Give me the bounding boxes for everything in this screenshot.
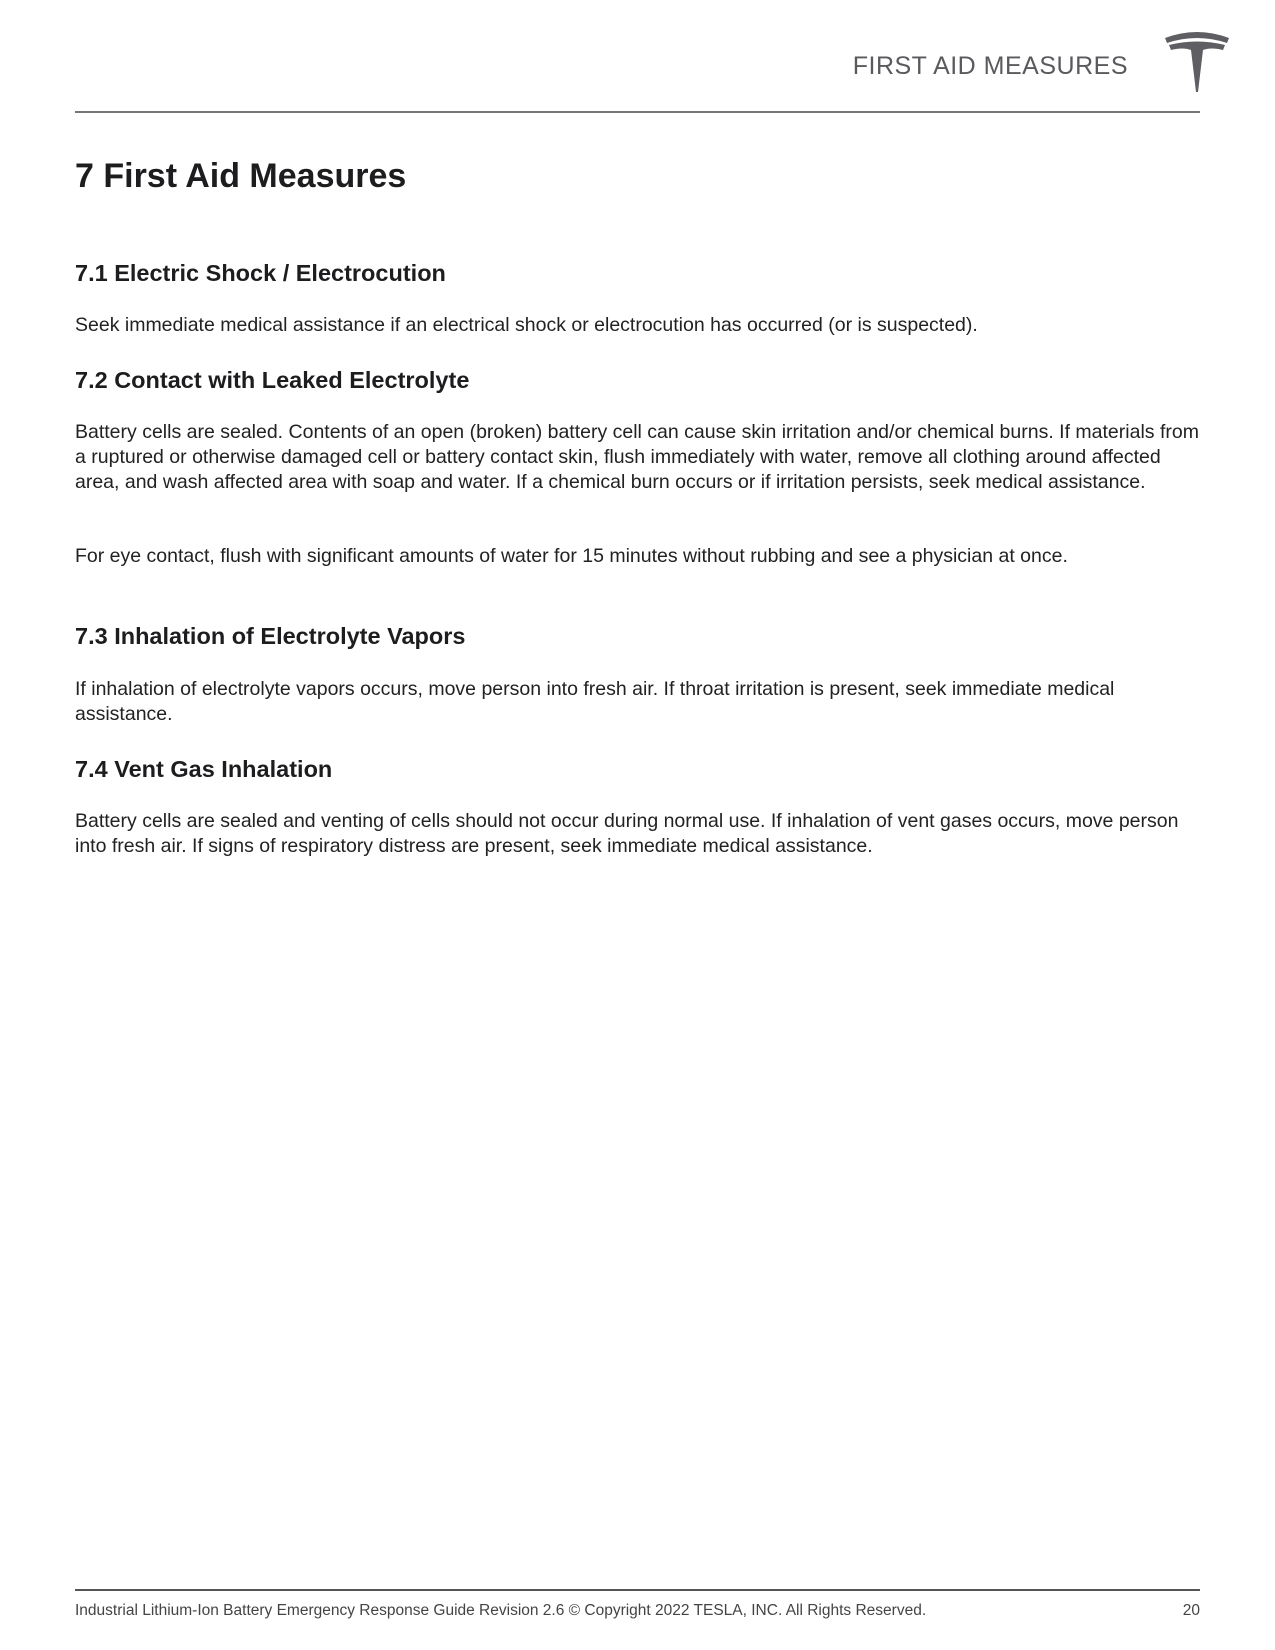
header-section-title: FIRST AID MEASURES <box>852 52 1128 80</box>
tesla-logo-icon <box>1163 30 1231 94</box>
section-paragraph: For eye contact, flush with significant amounts of water for 15 minutes without rubbing and see a physician at once. <box>75 545 1068 567</box>
section-heading: 7.2 Contact with Leaked Electrolyte <box>75 367 470 393</box>
footer-divider <box>75 1589 1200 1591</box>
section-heading: 7.1 Electric Shock / Electrocution <box>75 260 446 286</box>
section-heading: 7.4 Vent Gas Inhalation <box>75 756 333 782</box>
page-number: 20 <box>1182 1602 1200 1619</box>
footer-copyright: Industrial Lithium-Ion Battery Emergency Response Guide Revision 2.6 © Copyright 2022 TESLA, INC. All Rights Reserved. <box>75 1602 927 1619</box>
section-paragraph: Seek immediate medical assistance if an electrical shock or electrocution has occurred (or is suspected). <box>75 314 978 336</box>
section-paragraph: Battery cells are sealed and venting of cells should not occur during normal use. If inhalation of vent gases occurs, move person into fresh air. If signs of respiratory distress are present, seek immediate medical assistance. <box>75 810 1179 857</box>
section-paragraph: If inhalation of electrolyte vapors occurs, move person into fresh air. If throat irritation is present, seek immediate medical assistance. <box>75 678 1115 725</box>
header-divider <box>75 111 1200 113</box>
section-heading: 7.3 Inhalation of Electrolyte Vapors <box>75 623 466 649</box>
page-title: 7 First Aid Measures <box>75 157 407 195</box>
section-paragraph: Battery cells are sealed. Contents of an open (broken) battery cell can cause skin irritation and/or chemical burns. If materials from a ruptured or otherwise damaged cell or battery contact skin, flush immediately with water, remove all clothing around affected area, and wash affected area with soap and water. If a chemical burn occurs or if irritation persists, seek medical assistance. <box>75 421 1199 493</box>
